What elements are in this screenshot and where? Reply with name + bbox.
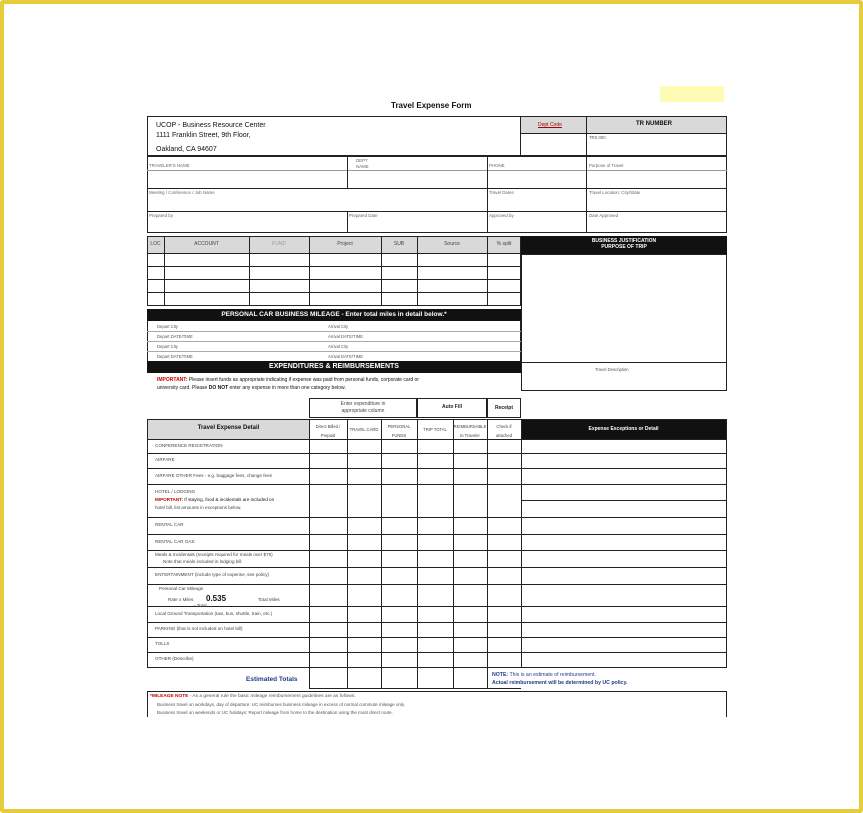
travel-description-label: Travel Description — [595, 367, 629, 372]
col-project: Project — [337, 241, 353, 247]
col-reimbursable-1: REIMBURSABLE — [453, 424, 487, 429]
rate-total-label: Total Miles — [258, 597, 280, 602]
important-note — [157, 377, 419, 383]
local-ground-label: Local Ground Transportation — [155, 611, 214, 616]
depart-city-2[interactable]: Depart City — [157, 344, 178, 349]
row-personal-car-mileage: Personal Car Mileage — [159, 586, 204, 591]
row-airfare-other: AIRFARE OTHER Fees - e.g. baggage fees, change fees — [155, 473, 272, 478]
col-account: ACCOUNT — [194, 241, 219, 247]
col-split: % split — [496, 241, 512, 247]
important-text-3: enter any expense in more than one category below. — [229, 385, 346, 391]
travel-location-field[interactable]: Travel Location: City/State — [589, 190, 641, 195]
enter-note-line2: appropriate column — [341, 408, 385, 414]
mileage-note-text1: - As a general rule the basic mileage reimbursement guidelines are as follows: — [189, 694, 356, 699]
important-text-2: university card. Please — [157, 385, 208, 391]
col-direct-billed-1: Direct Billed / — [315, 424, 341, 429]
parking-label: PARKING — [155, 626, 176, 631]
purpose-field[interactable]: Purpose of Travel — [589, 163, 624, 168]
highlight-cell — [660, 86, 724, 102]
depart-date-1[interactable]: Depart DATE/TIME — [157, 334, 193, 339]
approved-by-field[interactable]: Approved by — [489, 213, 514, 218]
col-check-attached — [487, 422, 521, 440]
detail-header: Travel Expense Detail — [197, 425, 260, 431]
rate-value: 0.535 — [206, 594, 227, 603]
tr-number-label: TR NUMBER — [636, 121, 672, 127]
mileage-note-line1 — [150, 694, 356, 699]
col-check-2: attached — [495, 433, 513, 438]
depart-date-2[interactable]: Depart DATE/TIME — [157, 354, 193, 359]
row-hotel: HOTEL / LODGING — [155, 489, 196, 494]
dept-name-field[interactable]: DEPT NAME — [356, 158, 369, 169]
col-direct-billed-2: Prepaid — [320, 433, 336, 438]
estimated-totals-label: Estimated Totals — [246, 676, 298, 683]
col-check-1: Check if — [496, 424, 512, 429]
arrival-city-2[interactable]: Arrival City — [328, 344, 349, 349]
col-personal-funds-2: FUNDS — [391, 433, 407, 438]
prepared-by-field[interactable]: Prepared by — [149, 213, 173, 218]
date-approved-field[interactable]: Date Approved — [589, 213, 619, 218]
hotel-important-text: If staying, food & incidentals are included on — [184, 497, 275, 502]
parking-sub: (that is not included on hotel bill) — [176, 626, 243, 631]
row-entertainment — [155, 572, 269, 577]
col-travel-card: TRAVEL CARD — [349, 427, 379, 432]
meeting-name-field[interactable]: Meeting / Conference / Job Name — [149, 190, 215, 195]
mileage-title: PERSONAL CAR BUSINESS MILEAGE - Enter total miles in detail below.* — [147, 309, 521, 321]
org-line1: UCOP - Business Resource Center — [156, 122, 266, 129]
note-prefix: NOTE: — [492, 672, 509, 678]
important-label: IMPORTANT: — [157, 377, 188, 383]
col-loc: LOC — [150, 241, 161, 247]
dept-code-label: Dept Code — [538, 122, 562, 128]
mileage-note-text2: Business travel on workdays, day of departure: UC reimburses business mileage in excess of normal commute mileage only. — [157, 702, 406, 707]
row-rental-car: RENTAL CAR — [155, 522, 184, 527]
hotel-important-label: IMPORTANT: — [155, 497, 183, 502]
arrival-date-2[interactable]: Arrival DATE/TIME — [328, 354, 364, 359]
col-personal-funds-1: PERSONAL — [387, 424, 411, 429]
justification-title: BUSINESS JUSTIFICATION — [591, 238, 657, 244]
estimated-totals — [246, 676, 298, 683]
row-tolls: TOLLS — [155, 641, 170, 646]
travel-dates-field[interactable]: Travel Dates — [489, 190, 514, 195]
row-meals-sub1: Meals & Incidentals (receipts required for meals over $75) — [155, 552, 273, 557]
form-title: Travel Expense Form — [391, 101, 472, 110]
enter-note-line1: Enter expenditure in — [340, 401, 386, 407]
row-parking — [155, 626, 243, 631]
col-reimbursable-2: to Traveler — [460, 433, 480, 438]
expenditures-title: EXPENDITURES & REIMBURSEMENTS — [147, 361, 521, 373]
note-text1: This is an estimate of reimbursement. — [509, 672, 596, 678]
hotel-important-text-2: hotel bill, list amounts in exceptions below. — [155, 505, 242, 510]
col-direct-billed — [309, 422, 347, 440]
row-airfare: AIRFARE — [155, 457, 175, 462]
col-source: Source — [444, 241, 460, 247]
important-text: Please insert funds as appropriate indicating if expense was paid from personal funds, corporate card or — [188, 377, 419, 383]
phone-field[interactable]: PHONE — [489, 163, 505, 168]
traveler-name-field[interactable]: TRAVELER'S NAME — [149, 163, 190, 168]
exceptions-header: Expense Exceptions or Detail — [521, 420, 726, 439]
row-local-ground — [155, 611, 272, 616]
arrival-city-1[interactable]: Arrival City — [328, 324, 349, 329]
mileage-note-title: *MILEAGE NOTE — [150, 694, 189, 699]
justification-sub: PURPOSE OF TRIP — [601, 244, 647, 250]
row-conference-registration: CONFERENCE REGISTRATION — [155, 443, 223, 448]
tr-number-sub: TRS 000 — [589, 135, 606, 140]
note-line2: Actual reimbursement will be determined by UC policy. — [492, 680, 628, 686]
justification-header — [521, 236, 727, 254]
auto-fill-label: Auto Fill — [442, 404, 462, 410]
entertainment-label: ENTERTAINMENT — [155, 572, 194, 577]
important-note-2 — [157, 385, 346, 391]
org-line3: Oakland, CA 94607 — [156, 146, 217, 153]
rate-label: Rate x Miles — [168, 597, 194, 602]
local-ground-sub: (taxi, bus, shuttle, train, etc.) — [214, 611, 273, 616]
col-trip-total: TRIP TOTAL — [423, 427, 447, 432]
org-line2: 1111 Franklin Street, 9th Floor, — [156, 132, 251, 139]
col-personal-funds — [381, 422, 417, 440]
receipt-label: Receipt — [494, 405, 514, 411]
rate-sub: = Total — [193, 603, 207, 608]
row-other: OTHER (Describe) — [155, 656, 194, 661]
row-meals-sub2: Note that meals included in lodging bill — [163, 559, 242, 564]
arrival-date-1[interactable]: Arrival DATE/TIME — [328, 334, 364, 339]
col-fund: FUND — [272, 241, 286, 247]
prepared-date-field[interactable]: Prepared Date — [349, 213, 378, 218]
entertainment-sub: (include type of expense, see policy) — [194, 572, 270, 577]
row-rental-car-gas: RENTAL CAR GAS — [155, 539, 195, 544]
do-not-label: DO NOT — [208, 385, 229, 391]
note-line1 — [492, 672, 596, 678]
col-reimbursable — [453, 422, 487, 440]
hotel-important-note — [155, 497, 274, 502]
mileage-note-text3: Business travel on weekends or UC holidays: Report mileage from home to the destination using the most direct route. — [157, 710, 393, 715]
col-sub: SUB — [393, 241, 405, 247]
depart-city-1[interactable]: Depart City — [157, 324, 178, 329]
